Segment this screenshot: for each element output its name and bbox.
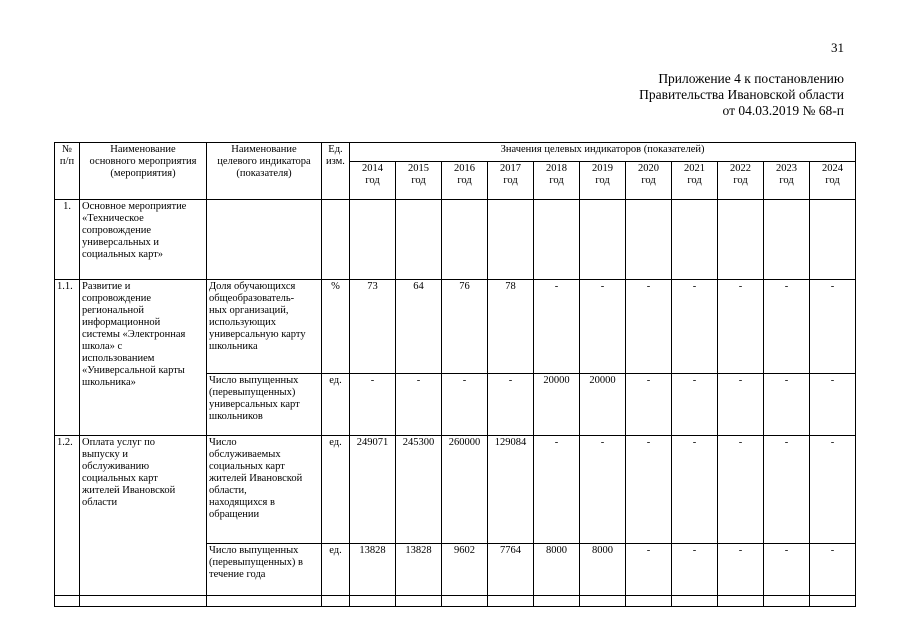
header-line: Правительства Ивановской области bbox=[639, 87, 844, 102]
empty-cell bbox=[580, 200, 626, 280]
empty-cell bbox=[764, 200, 810, 280]
value-cell: - bbox=[534, 436, 580, 544]
value-cell: - bbox=[810, 544, 856, 596]
value-cell: - bbox=[764, 374, 810, 436]
empty-cell bbox=[534, 200, 580, 280]
value-cell: 78 bbox=[488, 280, 534, 374]
header-values: Значения целевых индикаторов (показателей) bbox=[350, 143, 856, 162]
value-cell: 13828 bbox=[350, 544, 396, 596]
year-header: 2017 год bbox=[488, 162, 534, 200]
event-name-line: использованием bbox=[82, 353, 155, 364]
event-name-line: региональной bbox=[82, 305, 144, 316]
indicator-name-line: общеобразователь- bbox=[209, 293, 295, 304]
value-cell: - bbox=[350, 374, 396, 436]
event-name-line: системы «Электронная bbox=[82, 329, 186, 340]
empty-cell bbox=[442, 200, 488, 280]
value-cell: - bbox=[764, 280, 810, 374]
value-cell: - bbox=[626, 280, 672, 374]
value-cell: - bbox=[672, 436, 718, 544]
indicator-name-line: Число выпущенных bbox=[209, 375, 299, 386]
event-name-line: сопровождение bbox=[82, 225, 152, 236]
indicator-name-line: жителей Ивановской bbox=[209, 473, 303, 484]
event-name-line: универсальных и bbox=[82, 237, 160, 248]
value-cell: - bbox=[810, 374, 856, 436]
year-header: 2014 год bbox=[350, 162, 396, 200]
value-cell: - bbox=[764, 436, 810, 544]
value-cell: - bbox=[580, 436, 626, 544]
value-cell: - bbox=[672, 280, 718, 374]
value-cell: 249071 bbox=[350, 436, 396, 544]
empty-cell bbox=[396, 200, 442, 280]
value-cell: 7764 bbox=[488, 544, 534, 596]
event-name-line: школа» с bbox=[82, 341, 123, 352]
value-cell: - bbox=[442, 374, 488, 436]
indicator-name-line: Число bbox=[209, 437, 237, 448]
indicator-name-line: Доля обучающихся bbox=[209, 281, 296, 292]
event-name-line: социальных карт bbox=[82, 473, 158, 484]
event-name-line: социальных карт» bbox=[82, 249, 164, 260]
value-cell: - bbox=[626, 374, 672, 436]
row-number: 1.2. bbox=[55, 436, 80, 596]
value-cell: - bbox=[718, 436, 764, 544]
value-cell: 8000 bbox=[580, 544, 626, 596]
value-cell: - bbox=[718, 374, 764, 436]
indicator-name bbox=[207, 544, 322, 596]
unit-cell: % bbox=[322, 280, 350, 374]
indicator-name-line: школьника bbox=[209, 341, 258, 352]
year-header: 2023 год bbox=[764, 162, 810, 200]
value-cell: - bbox=[626, 436, 672, 544]
header-indicator-name: Наименование целевого индикатора (показателя) bbox=[207, 143, 322, 200]
value-cell: - bbox=[580, 280, 626, 374]
empty-cell bbox=[322, 200, 350, 280]
event-name-line: Основное мероприятие bbox=[82, 201, 187, 212]
value-cell: - bbox=[626, 544, 672, 596]
year-header: 2019 год bbox=[580, 162, 626, 200]
row-number: 1.1. bbox=[55, 280, 80, 436]
indicator-name-line: универсальную карту bbox=[209, 329, 306, 340]
event-name-line: сопровождение bbox=[82, 293, 152, 304]
value-cell: - bbox=[672, 544, 718, 596]
event-name-line: Развитие и bbox=[82, 281, 131, 292]
indicator-name-line: универсальных карт bbox=[209, 399, 300, 410]
indicator-name-line: Число выпущенных bbox=[209, 545, 299, 556]
empty-cell bbox=[672, 200, 718, 280]
value-cell: - bbox=[534, 280, 580, 374]
indicator-name-line: (перевыпущенных) в bbox=[209, 557, 303, 568]
indicator-name-line: (перевыпущенных) bbox=[209, 387, 296, 398]
value-cell: 20000 bbox=[580, 374, 626, 436]
indicator-name-line: находящихся в bbox=[209, 497, 275, 508]
indicator-name bbox=[207, 374, 322, 436]
value-cell: - bbox=[672, 374, 718, 436]
indicator-name-line: обращении bbox=[209, 509, 260, 520]
header-num: № п/п bbox=[55, 143, 80, 200]
value-cell: - bbox=[718, 544, 764, 596]
event-name-line: «Техническое bbox=[82, 213, 144, 224]
event-name-line: «Универсальной карты bbox=[82, 365, 185, 376]
indicator-name-line: обслуживаемых bbox=[209, 449, 281, 460]
value-cell: - bbox=[810, 436, 856, 544]
value-cell: 129084 bbox=[488, 436, 534, 544]
page-number: 31 bbox=[831, 40, 844, 55]
value-cell: 9602 bbox=[442, 544, 488, 596]
empty-cell bbox=[350, 200, 396, 280]
unit-cell: ед. bbox=[322, 374, 350, 436]
header-line: от 04.03.2019 № 68-п bbox=[722, 103, 844, 118]
year-header: 2022 год bbox=[718, 162, 764, 200]
value-cell: - bbox=[488, 374, 534, 436]
indicator-name-line: использующих bbox=[209, 317, 277, 328]
header-line: Приложение 4 к постановлению bbox=[658, 71, 844, 86]
unit-cell: ед. bbox=[322, 544, 350, 596]
event-name-line: Оплата услуг по bbox=[82, 437, 156, 448]
row-number: 1. bbox=[55, 200, 80, 280]
indicator-name bbox=[207, 436, 322, 544]
event-name-line: области bbox=[82, 497, 118, 508]
value-cell: 73 bbox=[350, 280, 396, 374]
value-cell: 76 bbox=[442, 280, 488, 374]
event-name bbox=[80, 280, 207, 436]
indicator-name-line: школьников bbox=[209, 411, 263, 422]
event-name-line: жителей Ивановской bbox=[82, 485, 176, 496]
event-name-line: обслуживанию bbox=[82, 461, 150, 472]
unit-cell: ед. bbox=[322, 436, 350, 544]
document-header bbox=[639, 71, 844, 119]
event-name-line: школьника» bbox=[82, 377, 136, 388]
indicator-name-line: социальных карт bbox=[209, 461, 285, 472]
empty-cell bbox=[810, 200, 856, 280]
value-cell: 8000 bbox=[534, 544, 580, 596]
empty-cell bbox=[718, 200, 764, 280]
indicator-name-line: течение года bbox=[209, 569, 266, 580]
value-cell: 20000 bbox=[534, 374, 580, 436]
value-cell: - bbox=[764, 544, 810, 596]
event-name bbox=[80, 200, 207, 280]
event-name-line: информационной bbox=[82, 317, 161, 328]
header-event-name: Наименование основного мероприятия (мероприятия) bbox=[80, 143, 207, 200]
value-cell: - bbox=[718, 280, 764, 374]
indicators-table bbox=[54, 142, 856, 607]
value-cell: 64 bbox=[396, 280, 442, 374]
indicator-name-line: ных организаций, bbox=[209, 305, 289, 316]
event-name-line: выпуску и bbox=[82, 449, 128, 460]
year-header: 2018 год bbox=[534, 162, 580, 200]
year-header: 2016 год bbox=[442, 162, 488, 200]
value-cell: 13828 bbox=[396, 544, 442, 596]
year-header: 2021 год bbox=[672, 162, 718, 200]
empty-cell bbox=[488, 200, 534, 280]
indicator-name-line: области, bbox=[209, 485, 247, 496]
value-cell: 245300 bbox=[396, 436, 442, 544]
indicator-name bbox=[207, 280, 322, 374]
year-header: 2015 год bbox=[396, 162, 442, 200]
value-cell: - bbox=[810, 280, 856, 374]
value-cell: - bbox=[396, 374, 442, 436]
empty-cell bbox=[626, 200, 672, 280]
event-name bbox=[80, 436, 207, 596]
year-header: 2020 год bbox=[626, 162, 672, 200]
value-cell: 260000 bbox=[442, 436, 488, 544]
header-unit: Ед. изм. bbox=[322, 143, 350, 200]
year-header: 2024 год bbox=[810, 162, 856, 200]
empty-cell bbox=[207, 200, 322, 280]
